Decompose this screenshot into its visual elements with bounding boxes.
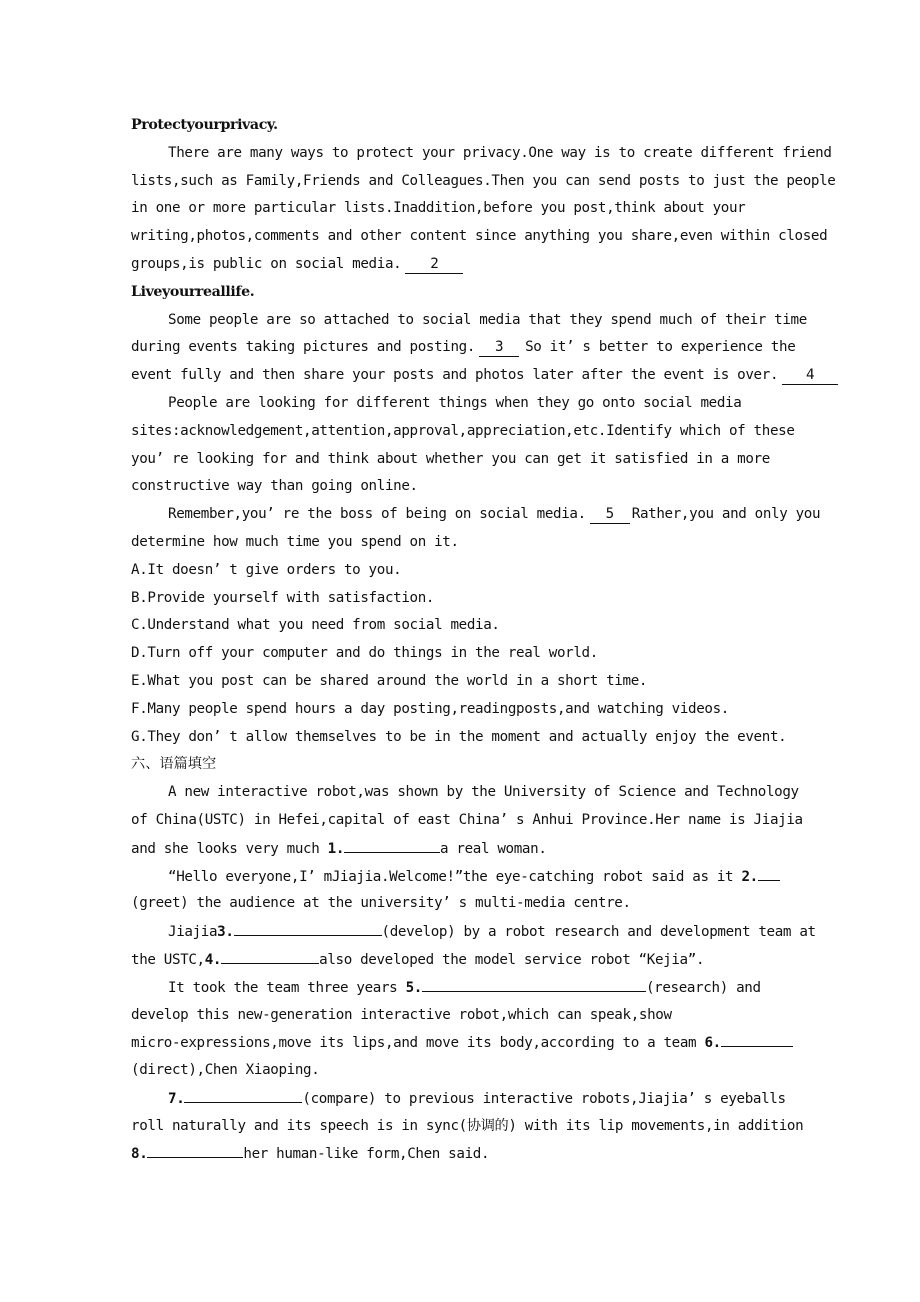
blank-number-4: 4. (204, 951, 222, 968)
answer-blank-4[interactable]: 4 (782, 366, 838, 385)
answer-blank-5[interactable] (422, 974, 646, 992)
option-d: D.Turn off your computer and do things in the real world. (131, 645, 598, 662)
paragraph-text: during events taking pictures and posting. (131, 339, 476, 356)
paragraph-line: writing,photos,comments and other content since anything you share,even within closed (131, 228, 828, 245)
option-b: B.Provide yourself with satisfaction. (131, 589, 435, 606)
blank-number-8: 8. (131, 1146, 148, 1163)
answer-blank-5[interactable]: 5 (590, 505, 630, 524)
option-a: A.It doesn’ t give orders to you. (131, 561, 402, 578)
answer-blank-3[interactable] (234, 918, 382, 936)
blank-number-5: 5. (405, 979, 422, 996)
paragraph-text: event fully and then share your posts and photos later after the event is over. (131, 367, 779, 384)
paragraph-line (131, 918, 816, 946)
paragraph-line (131, 974, 807, 1002)
paragraph-line: you’ re looking for and think about whether you can get it satisfied in a more (131, 450, 770, 467)
paragraph-line: People are looking for different things when they go onto social media (168, 394, 742, 411)
paragraph-text: So it’ s better to experience the (525, 339, 796, 356)
paragraph-line (131, 1140, 807, 1168)
paragraph-line: develop this new-generation interactive robot,which can speak,show (131, 1006, 672, 1023)
paragraph-line (131, 334, 807, 362)
paragraph-text: Rather,you and only you (631, 506, 821, 523)
paragraph-text: the USTC, (131, 951, 205, 968)
paragraph-line: determine how much time you spend on it. (131, 533, 459, 550)
paragraph-line: of China(USTC) in Hefei,capital of east China’ s Anhui Province.Her name is Jiajia (131, 811, 803, 828)
paragraph-text: groups,is public on social media. (131, 255, 402, 272)
paragraph-line (131, 835, 807, 863)
paragraph-line: sites:acknowledgement,attention,approval,appreciation,etc.Identify which of these (131, 422, 795, 439)
paragraph-line: (greet) the audience at the university’ s multi-media centre. (131, 895, 631, 912)
paragraph-line (131, 1085, 807, 1113)
answer-blank-7[interactable] (184, 1085, 302, 1103)
paragraph-text: Jiajia (168, 924, 218, 941)
section-heading-privacy: Protectyourprivacy. (131, 117, 278, 133)
answer-blank-1[interactable] (344, 835, 440, 853)
paragraph-text: (research) and (645, 979, 761, 996)
answer-blank-2[interactable]: 2 (405, 255, 463, 274)
option-g: G.They don’ t allow themselves to be in the moment and actually enjoy the event. (131, 728, 787, 745)
paragraph-text: (develop) by a robot research and development team at (381, 924, 816, 941)
paragraph-line: constructive way than going online. (131, 478, 418, 495)
answer-blank-6[interactable] (721, 1029, 793, 1047)
paragraph-text: “Hello everyone,I’ mJiajia.Welcome!”the eye-catching robot said as it (168, 868, 734, 885)
paragraph-text: It took the team three years (168, 979, 398, 996)
paragraph-text: her human-like form,Chen said. (243, 1146, 490, 1163)
paragraph-line: lists,such as Family,Friends and Colleagues.Then you can send posts to just the people (131, 172, 836, 189)
section-title-cloze: 六、语篇填空 (131, 756, 217, 773)
paragraph-line: There are many ways to protect your privacy.One way is to create different friend (168, 144, 832, 161)
blank-number-1: 1. (327, 840, 345, 857)
document-page (131, 112, 836, 1168)
paragraph-line (131, 362, 815, 390)
blank-number-6: 6. (704, 1035, 721, 1052)
paragraph-text: and she looks very much (131, 840, 320, 857)
answer-blank-2[interactable] (758, 863, 780, 881)
paragraph-line (131, 863, 807, 891)
paragraph-line: A new interactive robot,was shown by the University of Science and Technology (168, 784, 799, 801)
section-heading-reallife: Liveyourreallife. (131, 283, 255, 300)
paragraph-text: (compare) to previous interactive robots,Jiajia’ s eyeballs (302, 1090, 786, 1107)
blank-number-2: 2. (741, 868, 758, 885)
paragraph-line: Some people are so attached to social media that they spend much of their time (168, 311, 807, 328)
blank-number-3: 3. (217, 924, 234, 941)
paragraph-line: roll naturally and its speech is in sync(协调的) with its lip movements,in addition (131, 1117, 804, 1134)
answer-blank-3[interactable]: 3 (479, 338, 519, 357)
option-c: C.Understand what you need from social media. (131, 617, 500, 634)
paragraph-text: Remember,you’ re the boss of being on social media. (168, 506, 586, 523)
paragraph-line (131, 501, 821, 529)
answer-blank-8[interactable] (147, 1140, 243, 1158)
answer-blank-4[interactable] (221, 946, 319, 964)
paragraph-line: in one or more particular lists.Inaddition,before you post,think about your (131, 200, 746, 217)
option-e: E.What you post can be shared around the world in a short time. (131, 672, 648, 689)
paragraph-line (131, 1029, 807, 1057)
paragraph-line (131, 251, 807, 279)
paragraph-text: micro-expressions,move its lips,and move its body,according to a team (131, 1035, 697, 1052)
paragraph-text: a real woman. (440, 840, 547, 857)
paragraph-line (131, 946, 807, 974)
paragraph-text: also developed the model service robot “Kejia”. (319, 951, 705, 968)
paragraph-line: (direct),Chen Xiaoping. (131, 1062, 320, 1079)
blank-number-7: 7. (168, 1090, 185, 1107)
option-f: F.Many people spend hours a day posting,readingposts,and watching videos. (131, 700, 729, 717)
